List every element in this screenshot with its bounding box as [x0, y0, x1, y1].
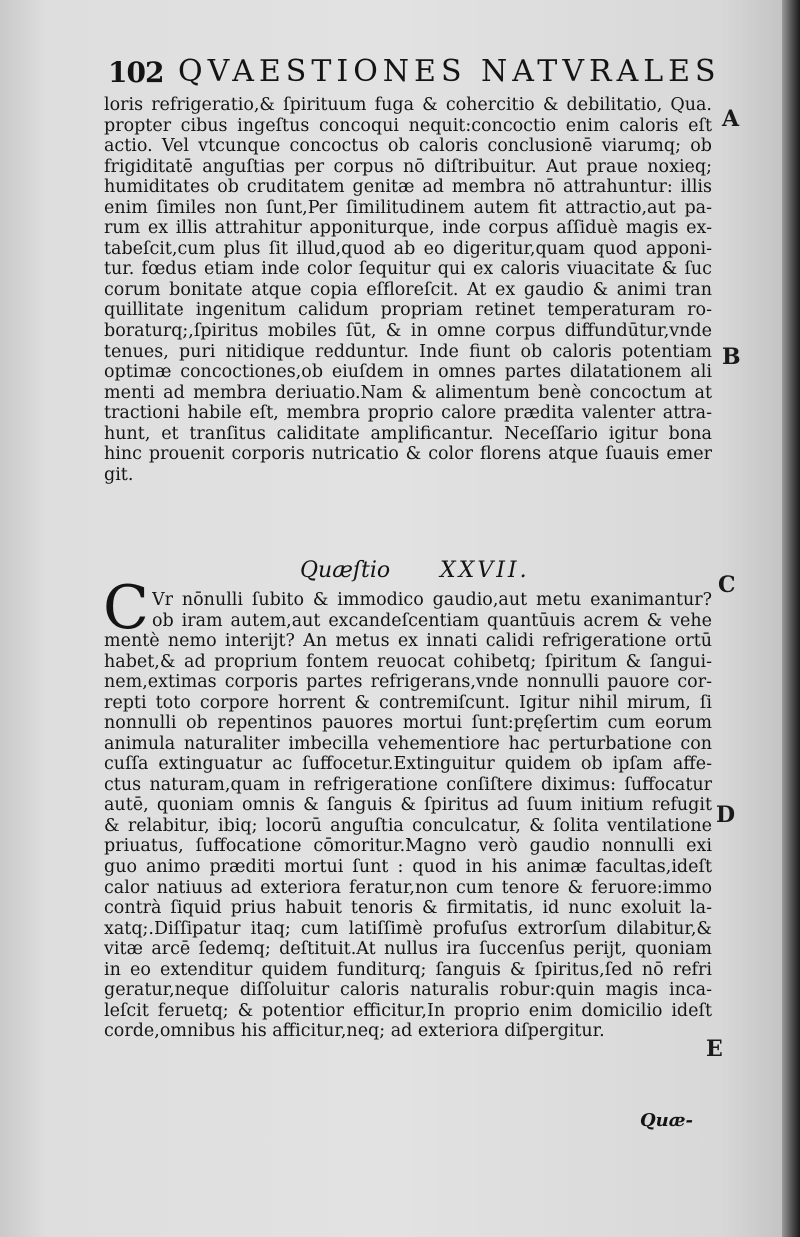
text-line: corum bonitate atque copia eſfloreſcit. At ex gaudio & animi tran	[104, 279, 712, 300]
text-line: menti ad membra deriuatio.Nam & alimentum benè concoctum at	[104, 382, 712, 403]
text-line: priuatus, ſuffocatione cōmoritur.Magno verò gaudio nonnulli exi	[104, 836, 712, 857]
text-line: hunt, et tranſitus caliditate amplificantur. Neceſſario igitur bona	[104, 423, 712, 444]
margin-letter-e: E	[706, 1036, 723, 1062]
text-line: frigiditatē anguſtias per corpus nō diſtribuitur. Aut praue noxieq;	[104, 156, 712, 177]
text-line: nonnulli ob repentinos pauores mortui ſunt:pręſertim cum eorum	[104, 713, 712, 734]
text-line: contrà ſiquid prius habuit tenoris & firmitatis, id nunc exoluit la-	[104, 898, 712, 919]
text-line: Vr nōnulli ſubito & immodico gaudio,aut metu exanimantur?	[152, 590, 712, 610]
text-line: optimæ concoctiones,ob eiuſdem in omnes partes dilatationem ali	[104, 362, 712, 383]
text-line: habet,& ad proprium fontem reuocat cohibetq; ſpiritum & ſangui-	[104, 651, 712, 672]
text-line: tabeſcit,cum plus ſit illud,quod ab eo digeritur,quam quod apponi-	[104, 238, 712, 259]
text-line: rum ex illis attrahitur apponiturque, inde corpus aſſiduè magis ex-	[104, 218, 712, 239]
paragraph-opening	[152, 590, 712, 631]
text-line: autē, quoniam omnis & ſanguis & ſpiritus ad ſuum initium refugit	[104, 795, 712, 816]
text-line: git.	[104, 464, 134, 485]
text-line: in eo extenditur quidem funditurq; ſanguis & ſpiritus,ſed nō refri	[104, 959, 712, 980]
text-line: corde,omnibus his afficitur,neq; ad exteriora diſpergitur.	[104, 1021, 605, 1042]
text-line: tractioni habile eſt, membra proprio calore prædita valenter attra-	[104, 403, 712, 424]
text-line: cuſſa extinguatur ac ſuffocetur.Extinguitur quidem ob ipſam affe-	[104, 754, 712, 775]
margin-letter-d: D	[716, 802, 736, 828]
margin-letter-b: B	[722, 344, 741, 370]
text-line: geratur,neque diſſoluitur caloris naturalis robur:quin magis inca-	[104, 980, 712, 1001]
text-line: vitæ arcē ſedemq; deſtituit.At nullus ira ſuccenſus perijt, quoniam	[104, 939, 712, 960]
question-number: XXVII.	[440, 558, 530, 583]
text-line: ob iram autem,aut excandeſcentiam quantūuis acrem & vehe	[152, 610, 712, 631]
drop-capital: C	[103, 573, 149, 643]
text-line: mentè nemo interijt? An metus ex innati calidi refrigeratione ortū	[104, 631, 712, 651]
text-line: ctus naturam,quam in refrigeratione conſiſtere diximus: ſuffocatur	[104, 774, 712, 795]
question-heading	[300, 558, 600, 588]
page-number: 102	[108, 56, 164, 89]
running-head	[108, 48, 721, 98]
page-edge-shadow	[782, 0, 800, 1237]
text-line: tenues, puri nitidique redduntur. Inde fiunt ob caloris potentiam	[104, 341, 712, 362]
text-line: actio. Vel vtcunque concoctus ob caloris conclusionē viarumq; ob	[104, 136, 712, 157]
text-line: hinc prouenit corporis nutricatio & color florens atque ſuauis emer	[104, 444, 712, 465]
text-line: loris refrigeratio,& ſpirituum fuga & cohercitio & debilitatio, Qua.	[104, 95, 712, 115]
margin-letter-c: C	[718, 572, 736, 598]
paragraph-body	[104, 631, 712, 1042]
text-line: animula naturaliter imbecilla vehementiore hac perturbatione con	[104, 733, 712, 754]
margin-letter-a: A	[722, 106, 740, 132]
text-line: xatq;.Diſſipatur itaq; cum latiſſimè profuſus extrorſum dilabitur,&	[104, 918, 712, 939]
text-line: calor natiuus ad exteriora feratur,non cum tenore & feruore:immo	[104, 877, 712, 898]
question-label: Quæſtio	[300, 558, 391, 583]
text-line: repti toto corpore horrent & contremiſcunt. Igitur nihil mirum, ſi	[104, 692, 712, 713]
text-line: tur. fœdus etiam inde color ſequitur qui ex caloris viuacitate & ſuc	[104, 259, 712, 280]
text-line: leſcit feruetq; & potentior efficitur,In proprio enim domicilio ideſt	[104, 1000, 712, 1021]
text-line: humiditates ob cruditatem genitæ ad membra nō attrahuntur: illis	[104, 177, 712, 198]
catchword: Quæ-	[640, 1110, 694, 1131]
text-line: quillitate ingenitum calidum propriam retinet temperaturam ro-	[104, 300, 712, 321]
text-line: & relabitur, ibiq; locorū anguſtia conculcatur, & ſolita ventilatione	[104, 815, 712, 836]
paragraph-continued	[104, 95, 712, 485]
text-line: guo animo præditi mortui ſunt : quod in his animæ facultas,ideſt	[104, 857, 712, 878]
running-title: QVAESTIONES NATVRALES	[178, 54, 721, 89]
text-line: propter cibus ingeſtus concoqui nequit:concoctio enim caloris eſt	[104, 115, 712, 136]
text-line: enim ſimiles non ſunt,Per ſimilitudinem autem fit attractio,aut pa-	[104, 197, 712, 218]
text-line: boraturq;,ſpiritus mobiles ſūt, & in omne corpus diffundūtur,vnde	[104, 321, 712, 342]
text-line: nem,extimas corporis partes refrigerans,vnde nonnulli pauore cor-	[104, 672, 712, 693]
